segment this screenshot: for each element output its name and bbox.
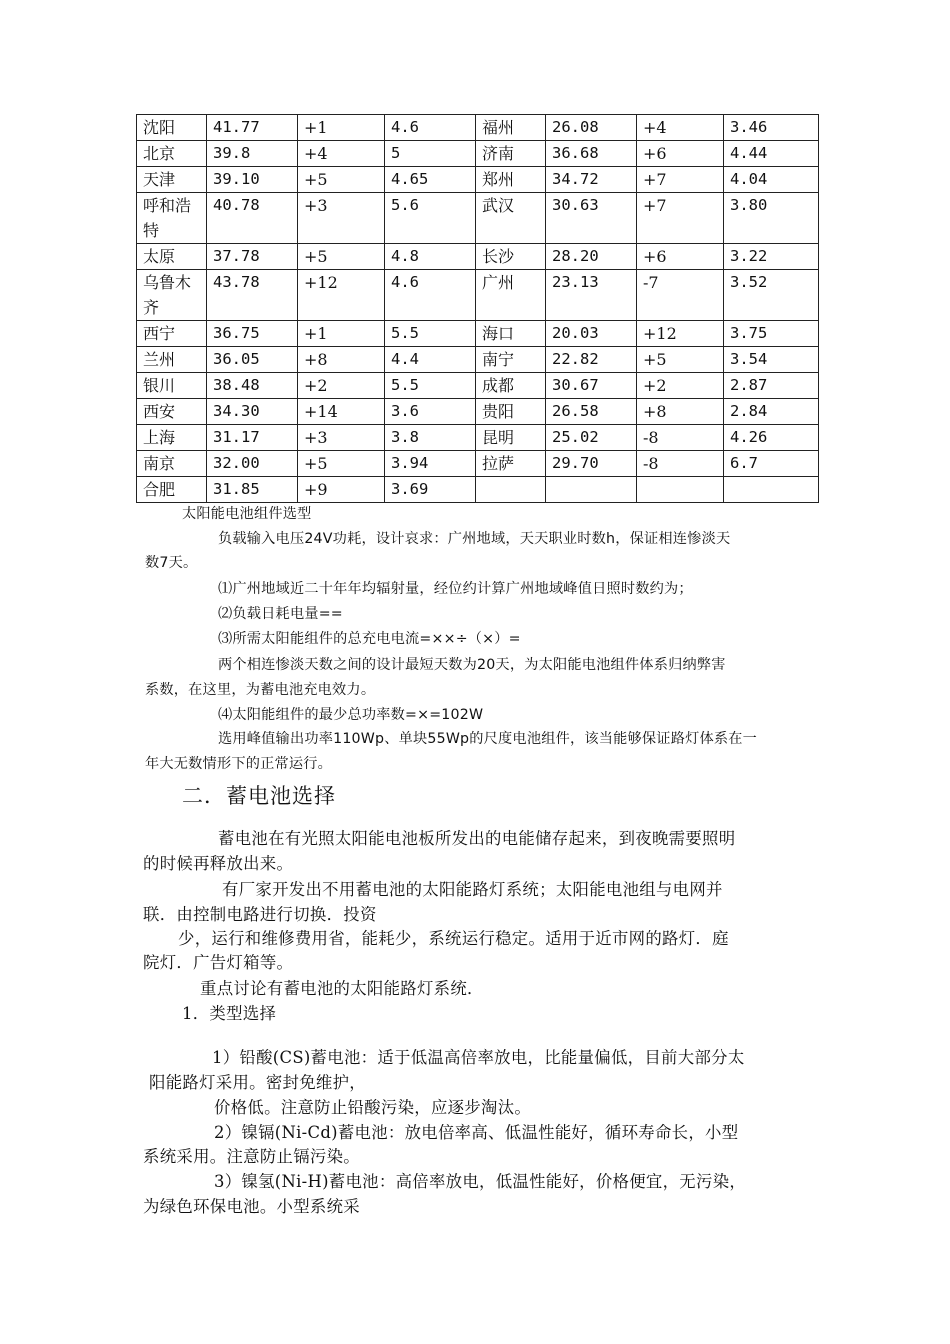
latitude-cell: 40.78 (207, 193, 298, 244)
section-heading-battery: 二．蓄电池选择 (182, 784, 336, 808)
latitude-cell: 31.17 (207, 425, 298, 451)
latitude-cell: 34.72 (546, 167, 637, 193)
paragraph-text: 联．由控制电路进行切换．投资 (143, 905, 377, 924)
table-row (137, 167, 819, 193)
table-row (137, 193, 819, 244)
city-cell: 呼和浩特 (137, 193, 207, 244)
city-cell: 拉萨 (476, 451, 546, 477)
city-cell: 太原 (137, 244, 207, 270)
hours-cell: 5.6 (385, 193, 476, 244)
deviation-cell: +1 (298, 115, 385, 141)
deviation-cell: +2 (298, 373, 385, 399)
city-cell: 南京 (137, 451, 207, 477)
latitude-cell: 20.03 (546, 321, 637, 347)
deviation-cell: +7 (637, 193, 724, 244)
latitude-cell: 32.00 (207, 451, 298, 477)
hours-cell: 3.8 (385, 425, 476, 451)
table-row (137, 399, 819, 425)
latitude-cell: 25.02 (546, 425, 637, 451)
city-cell: 海口 (476, 321, 546, 347)
table-row (137, 373, 819, 399)
list-item: 系统采用。注意防止镉污染。 (143, 1147, 360, 1166)
paragraph-text: 数7天。 (145, 555, 198, 571)
hours-cell: 3.46 (724, 115, 819, 141)
deviation-cell: +8 (298, 347, 385, 373)
subsection-heading: 1．类型选择 (182, 1004, 277, 1023)
table-row (137, 425, 819, 451)
city-data-table (136, 114, 819, 503)
deviation-cell (637, 477, 724, 503)
paragraph-text: 年大无数情形下的正常运行。 (145, 756, 333, 772)
table-row (137, 115, 819, 141)
hours-cell: 3.94 (385, 451, 476, 477)
deviation-cell: -8 (637, 425, 724, 451)
deviation-cell: +5 (298, 451, 385, 477)
list-item: ⑷太阳能组件的最少总功率数=×=102W (218, 707, 484, 723)
list-item: 3）镍氢(Ni-H)蓄电池：高倍率放电，低温性能好，价格便宜，无污染， (214, 1172, 747, 1191)
hours-cell: 4.04 (724, 167, 819, 193)
hours-cell: 5.5 (385, 321, 476, 347)
latitude-cell: 36.75 (207, 321, 298, 347)
city-cell: 合肥 (137, 477, 207, 503)
city-cell: 贵阳 (476, 399, 546, 425)
hours-cell: 5.5 (385, 373, 476, 399)
deviation-cell: +6 (637, 141, 724, 167)
latitude-cell: 31.85 (207, 477, 298, 503)
latitude-cell (546, 477, 637, 503)
hours-cell (724, 477, 819, 503)
city-cell: 北京 (137, 141, 207, 167)
deviation-cell: +14 (298, 399, 385, 425)
list-item: 1）铅酸(CS)蓄电池：适于低温高倍率放电，比能量偏低，目前大部分太 (212, 1048, 745, 1067)
paragraph-text: 蓄电池在有光照太阳能电池板所发出的电能储存起来，到夜晚需要照明 (218, 829, 736, 848)
city-cell: 广州 (476, 270, 546, 321)
city-cell: 昆明 (476, 425, 546, 451)
city-cell: 福州 (476, 115, 546, 141)
table-row (137, 141, 819, 167)
hours-cell: 3.80 (724, 193, 819, 244)
latitude-cell: 29.70 (546, 451, 637, 477)
paragraph-text: 院灯．广告灯箱等。 (143, 953, 294, 972)
city-cell: 长沙 (476, 244, 546, 270)
list-item: ⑴广州地域近二十年年均辐射量，经位约计算广州地域峰值日照时数约为； (218, 581, 693, 597)
deviation-cell: +4 (637, 115, 724, 141)
hours-cell: 3.6 (385, 399, 476, 425)
city-cell: 郑州 (476, 167, 546, 193)
deviation-cell: +1 (298, 321, 385, 347)
table-row (137, 477, 819, 503)
city-cell: 南宁 (476, 347, 546, 373)
table-row (137, 451, 819, 477)
paragraph-text: 有厂家开发出不用蓄电池的太阳能路灯系统；太阳能电池组与电网并 (222, 880, 723, 899)
list-item: 价格低。注意防止铅酸污染，应逐步淘汰。 (214, 1098, 532, 1117)
table-row (137, 270, 819, 321)
city-cell (476, 477, 546, 503)
city-cell: 武汉 (476, 193, 546, 244)
section-title-solar-module: 太阳能电池组件选型 (182, 506, 312, 522)
hours-cell: 6.7 (724, 451, 819, 477)
hours-cell: 3.69 (385, 477, 476, 503)
city-cell: 天津 (137, 167, 207, 193)
city-cell: 沈阳 (137, 115, 207, 141)
city-cell: 上海 (137, 425, 207, 451)
hours-cell: 4.4 (385, 347, 476, 373)
city-cell: 成都 (476, 373, 546, 399)
deviation-cell: +7 (637, 167, 724, 193)
city-cell: 西安 (137, 399, 207, 425)
paragraph-text: 系数，在这里，为蓄电池充电效力。 (145, 682, 376, 698)
deviation-cell: +3 (298, 425, 385, 451)
latitude-cell: 22.82 (546, 347, 637, 373)
latitude-cell: 38.48 (207, 373, 298, 399)
latitude-cell: 26.58 (546, 399, 637, 425)
hours-cell: 5 (385, 141, 476, 167)
list-item: 阳能路灯采用。密封免维护， (149, 1073, 366, 1092)
deviation-cell: +3 (298, 193, 385, 244)
paragraph-text: 重点讨论有蓄电池的太阳能路灯系统． (200, 979, 484, 998)
city-cell: 兰州 (137, 347, 207, 373)
latitude-cell: 36.05 (207, 347, 298, 373)
hours-cell: 4.6 (385, 115, 476, 141)
city-table-body (137, 115, 819, 503)
list-item: 2）镍镉(Ni-Cd)蓄电池：放电倍率高、低温性能好，循环寿命长，小型 (214, 1123, 739, 1142)
latitude-cell: 43.78 (207, 270, 298, 321)
latitude-cell: 41.77 (207, 115, 298, 141)
hours-cell: 4.65 (385, 167, 476, 193)
latitude-cell: 30.63 (546, 193, 637, 244)
table-row (137, 321, 819, 347)
paragraph-text: 选用峰值输出功率110Wp、单块55Wp的尺度电池组件，该当能够保证路灯体系在一 (218, 731, 758, 747)
paragraph-text: 的时候再释放出来。 (143, 854, 294, 873)
deviation-cell: +5 (298, 244, 385, 270)
deviation-cell: +2 (637, 373, 724, 399)
city-cell: 济南 (476, 141, 546, 167)
deviation-cell: +4 (298, 141, 385, 167)
city-cell: 西宁 (137, 321, 207, 347)
deviation-cell: -8 (637, 451, 724, 477)
hours-cell: 4.44 (724, 141, 819, 167)
hours-cell: 4.26 (724, 425, 819, 451)
table-row (137, 347, 819, 373)
paragraph-text: 少，运行和维修费用省，能耗少，系统运行稳定。适用于近市网的路灯．庭 (178, 929, 729, 948)
list-item: ⑶所需太阳能组件的总充电电流=××÷（×）= (218, 631, 521, 647)
hours-cell: 4.6 (385, 270, 476, 321)
list-item: ⑵负载日耗电量== (218, 606, 343, 622)
deviation-cell: +8 (637, 399, 724, 425)
hours-cell: 3.22 (724, 244, 819, 270)
deviation-cell: +12 (298, 270, 385, 321)
paragraph-text: 两个相连惨淡天数之间的设计最短天数为20天，为太阳能电池组件体系归纳弊害 (218, 657, 726, 673)
deviation-cell: +12 (637, 321, 724, 347)
latitude-cell: 26.08 (546, 115, 637, 141)
hours-cell: 4.8 (385, 244, 476, 270)
latitude-cell: 39.8 (207, 141, 298, 167)
latitude-cell: 37.78 (207, 244, 298, 270)
latitude-cell: 23.13 (546, 270, 637, 321)
hours-cell: 2.84 (724, 399, 819, 425)
hours-cell: 3.75 (724, 321, 819, 347)
city-cell: 银川 (137, 373, 207, 399)
latitude-cell: 36.68 (546, 141, 637, 167)
hours-cell: 3.52 (724, 270, 819, 321)
latitude-cell: 39.10 (207, 167, 298, 193)
deviation-cell: +5 (637, 347, 724, 373)
hours-cell: 3.54 (724, 347, 819, 373)
latitude-cell: 34.30 (207, 399, 298, 425)
deviation-cell: +6 (637, 244, 724, 270)
deviation-cell: -7 (637, 270, 724, 321)
city-cell: 乌鲁木齐 (137, 270, 207, 321)
latitude-cell: 28.20 (546, 244, 637, 270)
latitude-cell: 30.67 (546, 373, 637, 399)
hours-cell: 2.87 (724, 373, 819, 399)
table-row (137, 244, 819, 270)
deviation-cell: +5 (298, 167, 385, 193)
list-item: 为绿色环保电池。小型系统采 (143, 1197, 360, 1216)
paragraph-text: 负载输入电压24V功耗，设计哀求：广州地域，天天职业时数h，保证相连惨淡天 (218, 531, 731, 547)
deviation-cell: +9 (298, 477, 385, 503)
